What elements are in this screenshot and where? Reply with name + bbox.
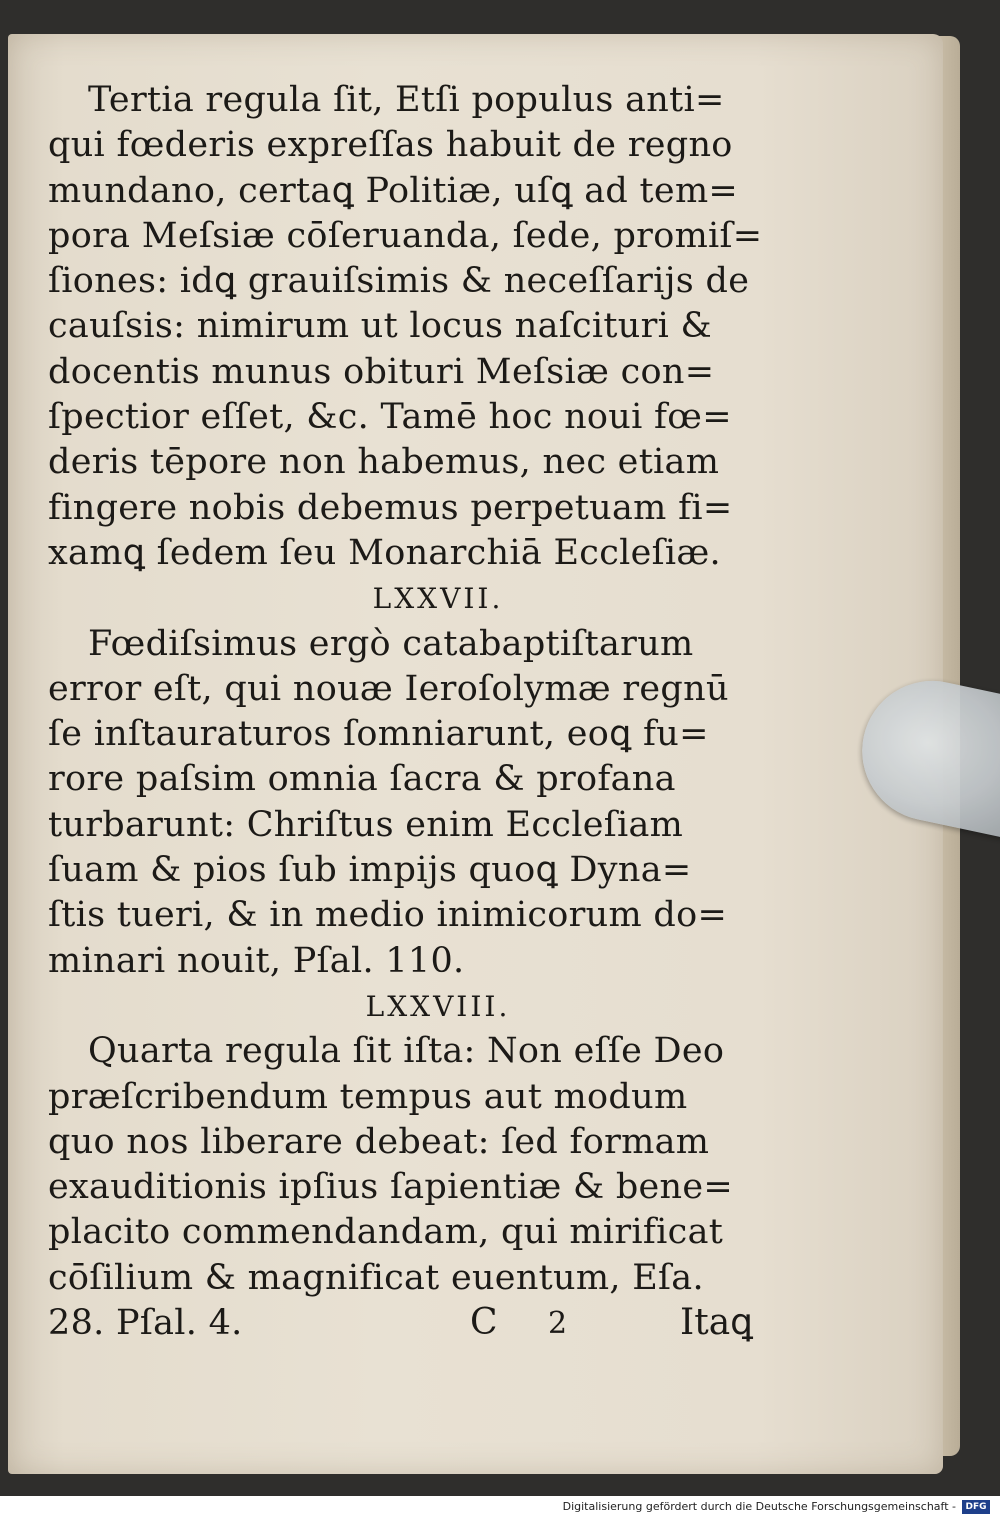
text-line: xamꝗ ſedem ſeu Monarchiā Eccleſiæ. (48, 532, 721, 573)
text-line: exauditionis ipſius ſapientiæ & bene= (48, 1167, 734, 1208)
text-line: fingere nobis debemus perpetuam fi= (48, 487, 733, 528)
section-heading: LXXVII. (372, 582, 504, 616)
text-line: cōſilium & magnificat euentum, Eſa. (48, 1257, 704, 1298)
text-line: rore paſsim omnia ſacra & profana (48, 759, 676, 800)
text-line: ſe inſtauraturos ſomniarunt, eoꝗ fu= (48, 714, 709, 755)
text-line: Fœdiſsimus ergò catabaptiſtarum (88, 623, 694, 664)
text-line: turbarunt: Chriſtus enim Eccleſiam (48, 804, 684, 845)
text-line: ſuam & pios ſub impijs quoꝗ Dyna= (48, 850, 692, 891)
text-line: minari nouit, Pſal. 110. (48, 940, 465, 981)
text-line: ſtis tueri, & in medio inimicorum do= (48, 895, 728, 936)
funding-credit: Digitalisierung gefördert durch die Deutsche Forschungsgemeinschaft - (562, 1500, 956, 1513)
text-line: error eſt, qui nouæ Ieroſolymæ regnū (48, 668, 729, 709)
text-line: præſcribendum tempus aut modum (48, 1076, 688, 1117)
text-line: placito commendandam, qui mirificat (48, 1212, 724, 1253)
text-line: 28. Pſal. 4. (48, 1303, 243, 1344)
page-foot (470, 1302, 770, 1352)
text-line: Tertia regula ſit, Etſi populus anti= (88, 80, 725, 120)
catchword: Itaꝗ (680, 1302, 754, 1343)
text-line: quo nos liberare debeat: ſed formam (48, 1121, 710, 1162)
text-line: Quarta regula ſit iſta: Non eſſe Deo (88, 1031, 725, 1072)
text-line: ſiones: idꝗ grauiſsimis & neceſſarijs de (48, 261, 750, 302)
section-heading: LXXVIII. (365, 989, 511, 1023)
text-line: cauſsis: nimirum ut locus naſcituri & (48, 306, 712, 347)
sheet-number: 2 (548, 1306, 568, 1341)
text-line: docentis munus obituri Meſsiæ con= (48, 351, 715, 392)
text-line: qui fœderis expreſſas habuit de regno (48, 125, 733, 166)
dfg-logo-icon: DFG (962, 1500, 990, 1514)
signature-mark: C (470, 1302, 498, 1343)
text-line: pora Meſsiæ cōſeruanda, ſede, promiſ= (48, 215, 763, 256)
text-line: deris tēpore non habemus, nec etiam (48, 442, 720, 483)
text-line: mundano, certaꝗ Politiæ, uſꝗ ad tem= (48, 170, 739, 211)
text-line: ſpectior eſſet, &c. Tamē hoc noui fœ= (48, 397, 732, 438)
footer-bar (0, 1496, 1000, 1519)
page-text (48, 78, 768, 1346)
